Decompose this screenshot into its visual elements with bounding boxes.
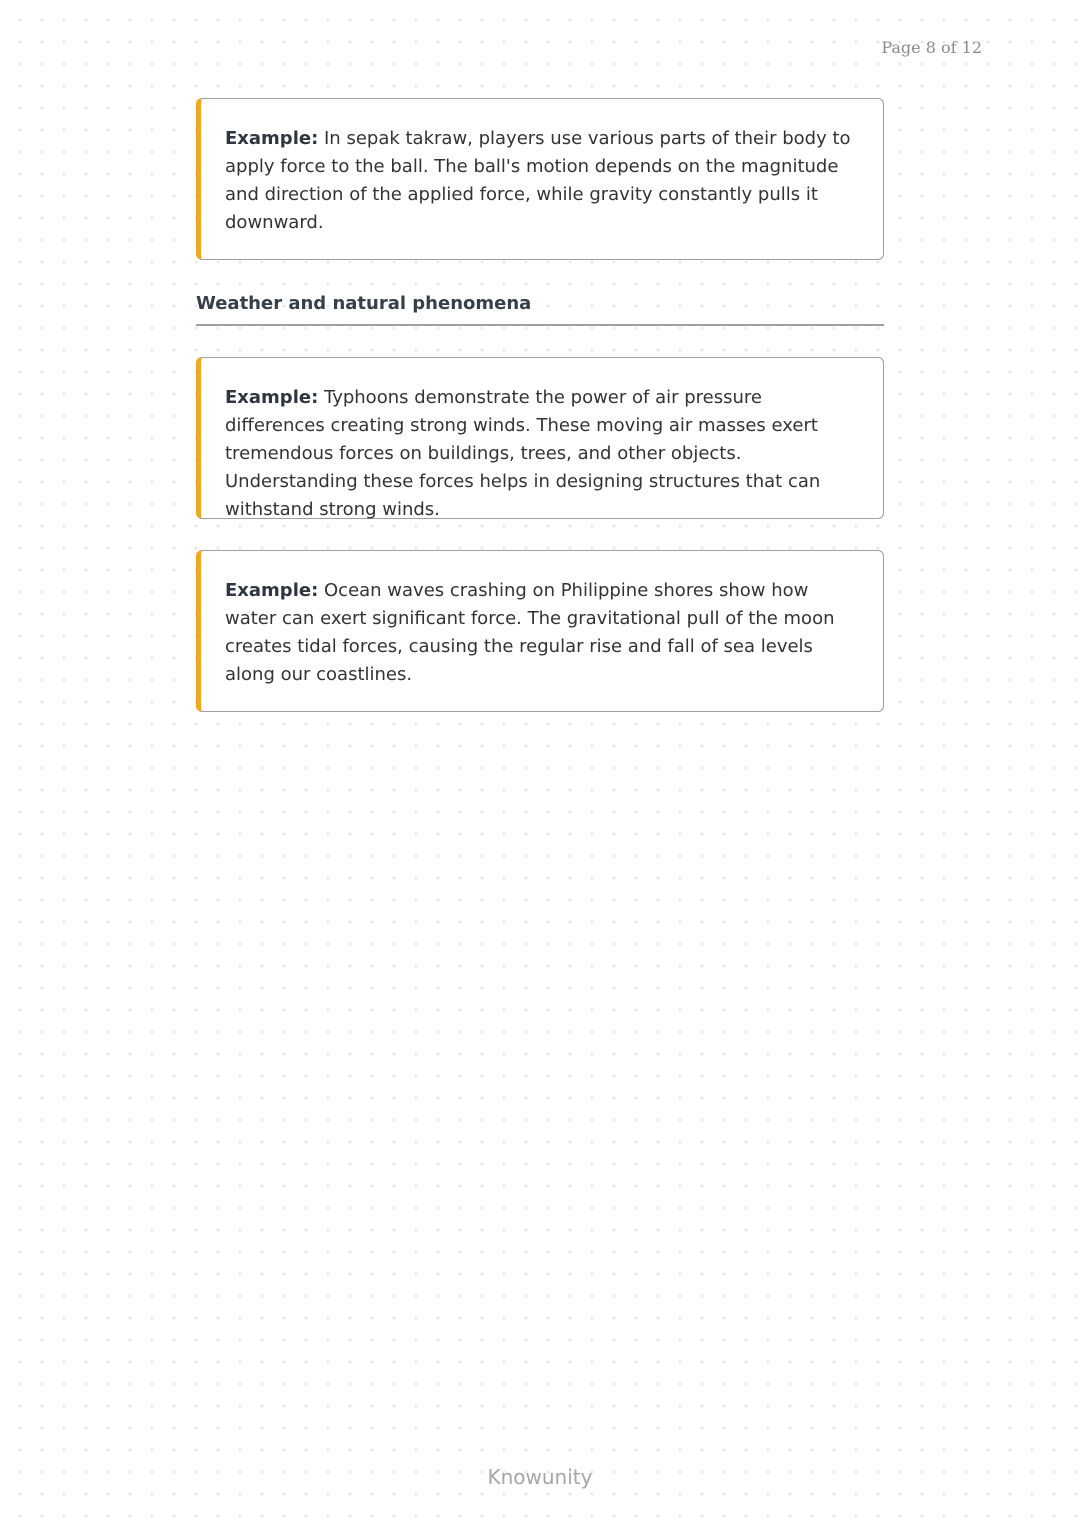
example-text: Typhoons demonstrate the power of air pressure differences creating strong winds. These moving air masses exert tremendous forces on buildings, trees, and other objects. Understanding these forces helps in designing structures that can withstand strong winds. [225,387,821,520]
section-heading: Weather and natural phenomena [196,293,884,326]
example-paragraph [225,384,863,524]
page-number: Page 8 of 12 [881,38,982,57]
example-callout-typhoons [196,357,884,519]
example-label: Example: [225,128,319,149]
example-label: Example: [225,387,319,408]
example-text: Ocean waves crashing on Philippine shores show how water can exert significant force. The gravitational pull of the moon creates tidal forces, causing the regular rise and fall of sea levels along our coastlines. [225,580,835,685]
example-callout-sepak-takraw [196,98,884,260]
document-content [196,98,884,712]
example-label: Example: [225,580,319,601]
footer-brand-logo: Knowunity [487,1465,593,1489]
example-text: In sepak takraw, players use various parts of their body to apply force to the ball. The ball's motion depends on the magnitude and direction of the applied force, while gravity constantly pulls it downward. [225,128,851,233]
example-callout-ocean-waves [196,550,884,712]
example-paragraph [225,577,863,689]
example-paragraph [225,125,863,237]
